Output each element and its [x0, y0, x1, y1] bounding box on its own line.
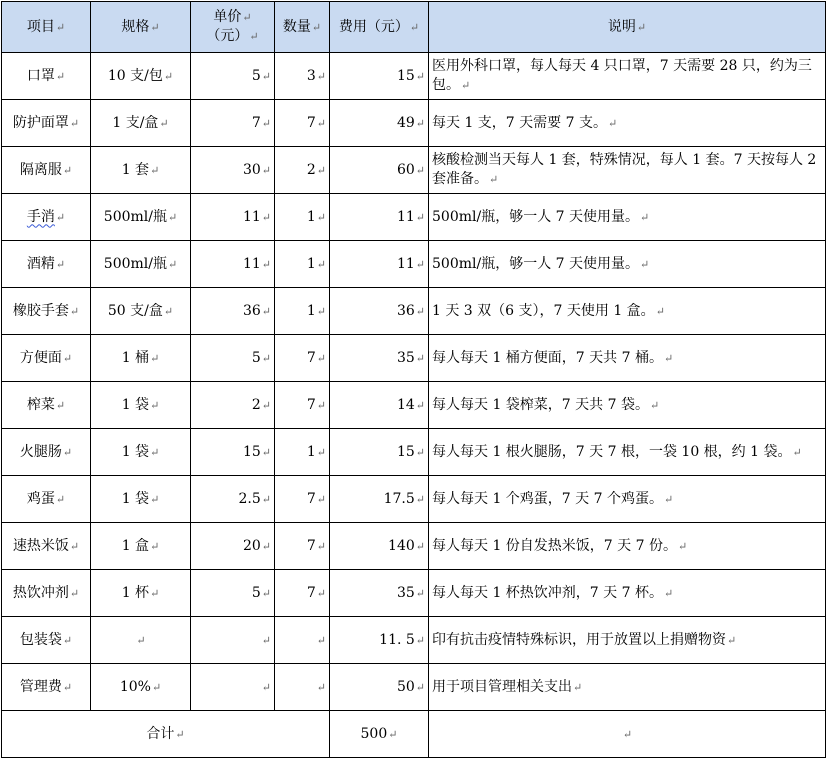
cell-price: 11↵	[191, 241, 275, 288]
cell-spec: ↵	[91, 617, 191, 664]
cell-spec: 1 袋↵	[91, 476, 191, 523]
cell-item: 榨菜↵	[2, 382, 91, 429]
cell-cost: 11. 5↵	[330, 617, 429, 664]
cell-qty: 7↵	[275, 476, 330, 523]
cell-qty: 7↵	[275, 523, 330, 570]
cell-item: 火腿肠↵	[2, 429, 91, 476]
cell-price: ↵	[191, 664, 275, 711]
cell-cost: 11↵	[330, 194, 429, 241]
cell-item: 包装袋↵	[2, 617, 91, 664]
table-row	[2, 288, 826, 335]
cell-cost: 36↵	[330, 288, 429, 335]
table-row	[2, 664, 826, 711]
cell-cost: 50↵	[330, 664, 429, 711]
table-row	[2, 147, 826, 194]
cell-price: 15↵	[191, 429, 275, 476]
cell-qty: 7↵	[275, 570, 330, 617]
cell-price: 7↵	[191, 100, 275, 147]
cell-price: 30↵	[191, 147, 275, 194]
cell-spec: 1 袋↵	[91, 382, 191, 429]
cell-qty: 3↵	[275, 53, 330, 100]
cell-desc: 每人每天 1 根火腿肠，7 天 7 根，一袋 10 根，约 1 袋。↵	[429, 429, 826, 476]
cell-desc: 500ml/瓶，够一人 7 天使用量。↵	[429, 241, 826, 288]
cell-qty: 7↵	[275, 100, 330, 147]
cell-price: 5↵	[191, 53, 275, 100]
table-row	[2, 523, 826, 570]
cell-item: 鸡蛋↵	[2, 476, 91, 523]
cell-spec: 1 支/盒↵	[91, 100, 191, 147]
cell-cost: 35↵	[330, 570, 429, 617]
cell-price: 2↵	[191, 382, 275, 429]
total-desc-cell: ↵	[429, 711, 826, 758]
cell-item: 隔离服↵	[2, 147, 91, 194]
cell-desc: 每人每天 1 杯热饮冲剂，7 天 7 杯。↵	[429, 570, 826, 617]
table-row	[2, 241, 826, 288]
total-label-cell: 合计↵	[2, 711, 330, 758]
cell-desc: 印有抗击疫情特殊标识，用于放置以上捐赠物资↵	[429, 617, 826, 664]
cell-price: 5↵	[191, 570, 275, 617]
cell-cost: 35↵	[330, 335, 429, 382]
cell-spec: 50 支/盒↵	[91, 288, 191, 335]
cell-cost: 140↵	[330, 523, 429, 570]
total-row	[2, 711, 826, 758]
header-qty: 数量↵	[275, 2, 330, 53]
table-row	[2, 476, 826, 523]
cell-item: 橡胶手套↵	[2, 288, 91, 335]
cell-desc: 每天 1 支，7 天需要 7 支。↵	[429, 100, 826, 147]
header-desc: 说明↵	[429, 2, 826, 53]
cell-spec: 10%↵	[91, 664, 191, 711]
cell-cost: 11↵	[330, 241, 429, 288]
cell-qty: 7↵	[275, 335, 330, 382]
cell-desc: 1 天 3 双（6 支），7 天使用 1 盒。↵	[429, 288, 826, 335]
table-row	[2, 617, 826, 664]
cell-cost: 14↵	[330, 382, 429, 429]
cell-cost: 49↵	[330, 100, 429, 147]
cell-desc: 每人每天 1 袋榨菜，7 天共 7 袋。↵	[429, 382, 826, 429]
cell-item: 酒精↵	[2, 241, 91, 288]
table-row	[2, 429, 826, 476]
cell-spec: 1 袋↵	[91, 429, 191, 476]
cell-item: 手消↵	[2, 194, 91, 241]
header-price: 单价↵ （元）↵	[191, 2, 275, 53]
cell-spec: 1 杯↵	[91, 570, 191, 617]
cell-desc: 每人每天 1 桶方便面，7 天共 7 桶。↵	[429, 335, 826, 382]
cell-desc: 每人每天 1 份自发热米饭，7 天 7 份。↵	[429, 523, 826, 570]
cell-spec: 1 套↵	[91, 147, 191, 194]
cell-qty: 1↵	[275, 194, 330, 241]
cell-cost: 15↵	[330, 429, 429, 476]
cell-spec: 500ml/瓶↵	[91, 241, 191, 288]
cell-price: 5↵	[191, 335, 275, 382]
cell-desc: 每人每天 1 个鸡蛋，7 天 7 个鸡蛋。↵	[429, 476, 826, 523]
header-cost: 费用（元）↵	[330, 2, 429, 53]
cell-price: 11↵	[191, 194, 275, 241]
header-item: 项目↵	[2, 2, 91, 53]
cell-qty: 7↵	[275, 382, 330, 429]
cell-qty: ↵	[275, 664, 330, 711]
cell-cost: 17.5↵	[330, 476, 429, 523]
cell-item: 管理费↵	[2, 664, 91, 711]
table-row	[2, 335, 826, 382]
cell-spec: 10 支/包↵	[91, 53, 191, 100]
cell-qty: 1↵	[275, 241, 330, 288]
cell-price: 20↵	[191, 523, 275, 570]
table-row	[2, 194, 826, 241]
cell-desc: 500ml/瓶，够一人 7 天使用量。↵	[429, 194, 826, 241]
cell-desc: 医用外科口罩，每人每天 4 只口罩，7 天需要 28 只，约为三包。↵	[429, 53, 826, 100]
header-row	[2, 2, 826, 53]
cell-desc: 核酸检测当天每人 1 套，特殊情况，每人 1 套。7 天按每人 2 套准备。↵	[429, 147, 826, 194]
cell-price: 36↵	[191, 288, 275, 335]
cell-desc: 用于项目管理相关支出↵	[429, 664, 826, 711]
header-spec: 规格↵	[91, 2, 191, 53]
table-row	[2, 570, 826, 617]
cell-spec: 1 桶↵	[91, 335, 191, 382]
table-row	[2, 100, 826, 147]
table-row	[2, 53, 826, 100]
cell-item: 速热米饭↵	[2, 523, 91, 570]
cell-item: 口罩↵	[2, 53, 91, 100]
cell-spec: 500ml/瓶↵	[91, 194, 191, 241]
cell-item: 防护面罩↵	[2, 100, 91, 147]
cell-item: 热饮冲剂↵	[2, 570, 91, 617]
cell-price: 2.5↵	[191, 476, 275, 523]
cell-item: 方便面↵	[2, 335, 91, 382]
total-cost-cell: 500↵	[330, 711, 429, 758]
cell-cost: 15↵	[330, 53, 429, 100]
cell-qty: 1↵	[275, 288, 330, 335]
cell-qty: 2↵	[275, 147, 330, 194]
cell-qty: ↵	[275, 617, 330, 664]
cell-qty: 1↵	[275, 429, 330, 476]
cell-spec: 1 盒↵	[91, 523, 191, 570]
cost-table	[1, 1, 826, 758]
cell-price: ↵	[191, 617, 275, 664]
cell-cost: 60↵	[330, 147, 429, 194]
table-row	[2, 382, 826, 429]
